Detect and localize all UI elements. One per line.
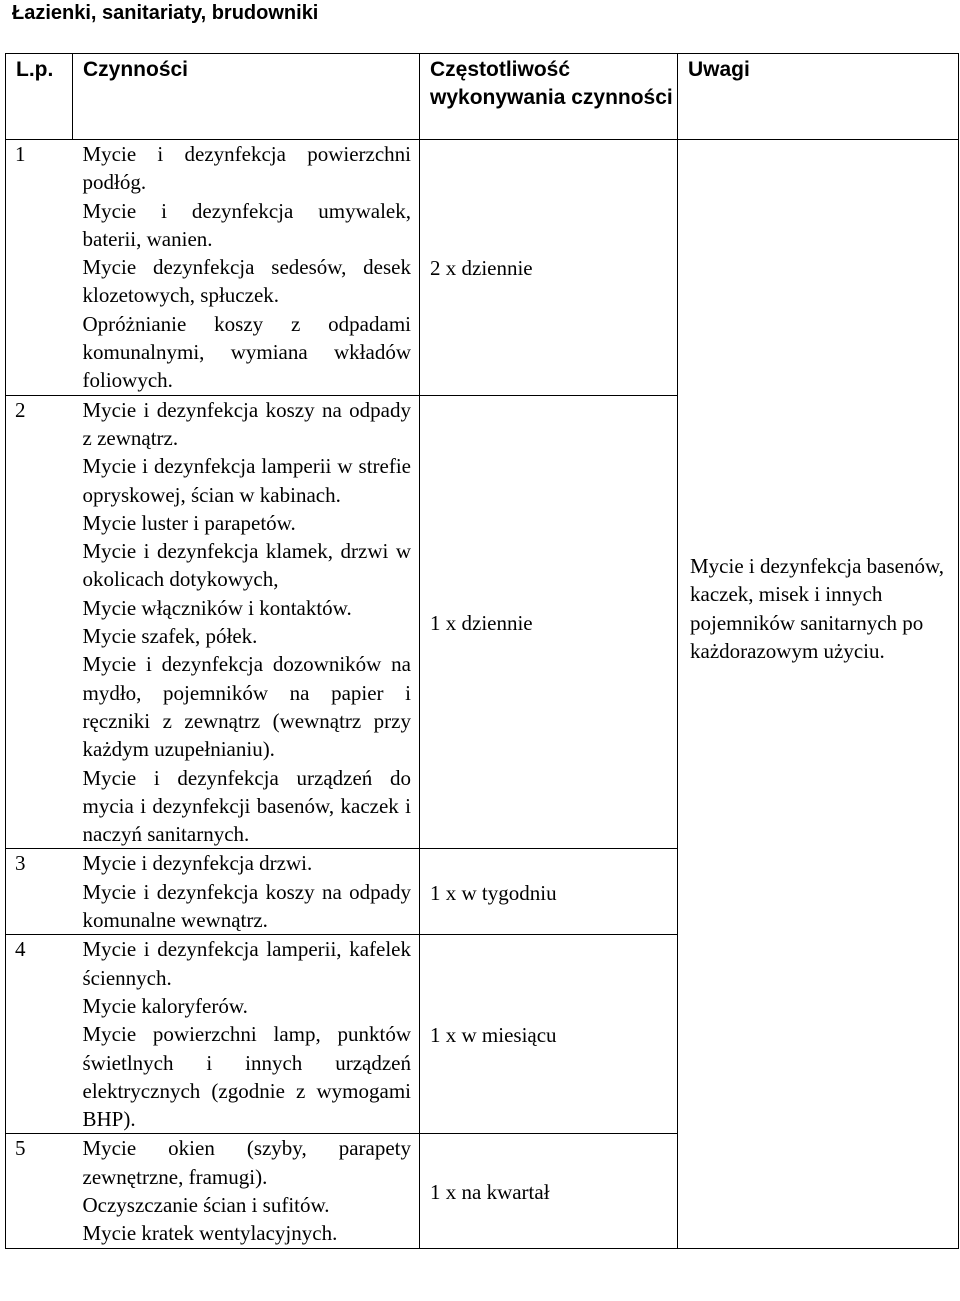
- activity-item: Mycie luster i parapetów.: [82, 510, 296, 535]
- activities-cell-1: [73, 140, 420, 396]
- header-activities: Czynności: [73, 54, 420, 140]
- row-number: 1: [15, 142, 26, 166]
- activity-item: Mycie i dezynfekcja klamek, drzwi w okolicach dotykowych,: [82, 539, 411, 592]
- activity-item: Oczyszczanie ścian i sufitów.: [82, 1192, 330, 1217]
- lp-cell-2: [6, 395, 73, 849]
- lp-cell-4: [6, 935, 73, 1134]
- table-header-row: [6, 54, 959, 140]
- activity-item: Mycie kaloryferów.: [82, 993, 248, 1018]
- header-frequency: Częstotliwość wykonywania czynności: [420, 54, 678, 140]
- activity-item: Mycie i dezynfekcja drzwi.: [82, 851, 313, 876]
- activity-item: Mycie i dezynfekcja lamperii, kafelek ściennych.: [82, 937, 411, 990]
- activities-cell-3: [73, 849, 420, 935]
- activity-item: Mycie kratek wentylacyjnych.: [82, 1221, 338, 1246]
- frequency-cell-3: 1 x w tygodniu: [420, 849, 678, 935]
- activities-cell-5: [73, 1134, 420, 1248]
- activity-item: Mycie i dezynfekcja lamperii w strefie opryskowej, ścian w kabinach.: [82, 454, 411, 507]
- activity-item: Mycie okien (szyby, parapety zewnętrzne, framugi).: [82, 1136, 411, 1189]
- cleaning-schedule-table: [5, 53, 959, 1249]
- frequency-cell-2: 1 x dziennie: [420, 395, 678, 849]
- lp-cell-5: [6, 1134, 73, 1248]
- activities-cell-4: [73, 935, 420, 1134]
- header-notes: Uwagi: [678, 54, 959, 140]
- frequency-cell-1: 2 x dziennie: [420, 140, 678, 396]
- frequency-cell-4: 1 x w miesiącu: [420, 935, 678, 1134]
- lp-cell-3: [6, 849, 73, 935]
- row-number: 5: [15, 1136, 26, 1161]
- row-number: 3: [15, 851, 26, 876]
- activity-item: Mycie dezynfekcja sedesów, desek klozetowych, spłuczek.: [82, 255, 411, 308]
- activities-cell-2: [73, 395, 420, 849]
- lp-cell-1: [6, 140, 73, 396]
- activity-item: Mycie powierzchni lamp, punktów świetlnych i innych urządzeń elektrycznych (zgodnie z wymogami BHP).: [82, 1022, 411, 1132]
- activity-item: Mycie i dezynfekcja dozowników na mydło, pojemników na papier i ręczniki z zewnątrz (wewnątrz przy każdym uzupełnianiu).: [82, 652, 411, 762]
- activity-item: Mycie włączników i kontaktów.: [82, 595, 352, 620]
- notes-text: Mycie i dezynfekcja basenów, kaczek, misek i innych pojemników sanitarnych po każdorazowym użyciu.: [690, 554, 945, 663]
- frequency-cell-5: 1 x na kwartał: [420, 1134, 678, 1248]
- activity-item: Opróżnianie koszy z odpadami komunalnymi, wymiana wkładów foliowych.: [82, 311, 411, 393]
- activity-item: Mycie i dezynfekcja koszy na odpady z zewnątrz.: [82, 397, 411, 450]
- notes-cell: [678, 140, 959, 1249]
- activity-item: Mycie szafek, półek.: [82, 624, 258, 649]
- table-row: [6, 140, 959, 396]
- activity-item: Mycie i dezynfekcja urządzeń do mycia i dezynfekcji basenów, kaczek i naczyń sanitarnych.: [82, 765, 411, 847]
- activity-item: Mycie i dezynfekcja umywalek, baterii, wanien.: [82, 198, 411, 251]
- header-lp: L.p.: [6, 54, 73, 140]
- row-number: 4: [15, 937, 26, 962]
- activity-item: Mycie i dezynfekcja koszy na odpady komunalne wewnątrz.: [82, 879, 411, 933]
- activity-item: Mycie i dezynfekcja powierzchni podłóg.: [82, 142, 411, 195]
- row-number: 2: [15, 397, 26, 422]
- document-title: Łazienki, sanitariaty, brudowniki: [12, 2, 319, 24]
